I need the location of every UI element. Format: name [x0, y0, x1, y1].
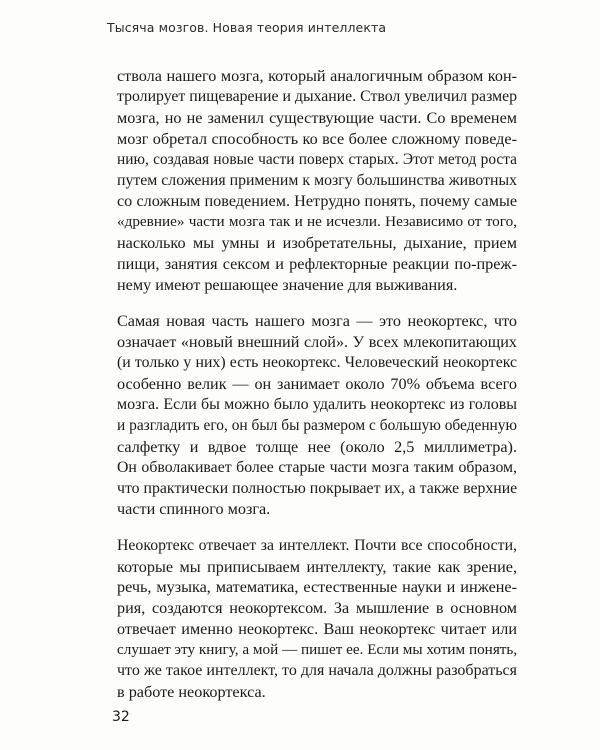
body-text: [117, 66, 517, 718]
text-line: рия, создаются неокортексом. За мышление в основном: [117, 599, 517, 618]
text-line: мозга, но не заменил существующие части. Со временем: [117, 108, 517, 127]
paragraph-3: [117, 536, 517, 703]
text-line: которые мы приписываем интеллекту, такие как зрение,: [117, 557, 517, 576]
text-line: речь, музыка, математика, естественные науки и инжене-: [117, 578, 517, 597]
text-line: что же такое интеллект, то для начала должны разобраться: [117, 662, 517, 680]
paragraph-1: [117, 66, 517, 296]
text-line: и разгладить его, он был бы размером с большую обеденную: [117, 416, 517, 434]
text-line: отвечает именно неокортекс. Ваш неокортекс читает или: [117, 620, 517, 639]
text-line: ствола нашего мозга, который аналогичным образом кон-: [117, 67, 517, 85]
text-line: салфетку и вдвое толще нее (около 2,5 миллиметра).: [117, 437, 517, 456]
text-line: нему имеют решающее значение для выживания.: [117, 276, 458, 295]
text-line: нию, создавая новые части поверх старых. Этот метод роста: [117, 150, 517, 168]
text-line: части спинного мозга.: [117, 500, 271, 519]
text-line: со сложным поведением. Нетрудно понять, почему самые: [117, 192, 517, 211]
page-number: 32: [112, 709, 130, 725]
text-line: пищи, занятия сексом и рефлекторные реакции по-преж-: [117, 255, 517, 274]
text-line: путем сложения применим к мозгу большинства животных: [117, 171, 517, 189]
text-line: тролирует пищеварение и дыхание. Ствол увеличил размер: [117, 87, 517, 105]
text-line: что практически полностью покрывает их, а также верхние: [117, 479, 518, 497]
text-line: насколько мы умны и изобретательны, дыхание, прием: [117, 234, 517, 253]
text-line: (и только у них) есть неокортекс. Человеческий неокортекс: [117, 354, 517, 372]
text-line: слушает эту книгу, а мой — пишет ее. Если мы хотим понять,: [117, 641, 518, 659]
text-line: Самая новая часть нашего мозга — это неокортекс, что: [117, 312, 517, 331]
running-head: Тысяча мозгов. Новая теория интеллекта: [107, 20, 387, 35]
text-line: мозга. Если бы можно было удалить неокортекс из головы: [117, 395, 517, 413]
text-line: Неокортекс отвечает за интеллект. Почти все способности,: [117, 536, 517, 554]
text-line: «древние» части мозга так и не исчезли. Независимо от того,: [117, 213, 517, 231]
text-line: особенно велик — он занимает около 70% объема всего: [117, 374, 517, 393]
paragraph-2: [117, 311, 517, 520]
text-line: Он обволакивает более старые части мозга таким образом,: [117, 458, 517, 476]
text-line: в работе неокортекса.: [117, 682, 266, 701]
text-line: означает «новый внешний слой». У всех млекопитающих: [117, 333, 517, 352]
text-line: мозг обретал способность ко все более сложному поведе-: [117, 129, 517, 148]
